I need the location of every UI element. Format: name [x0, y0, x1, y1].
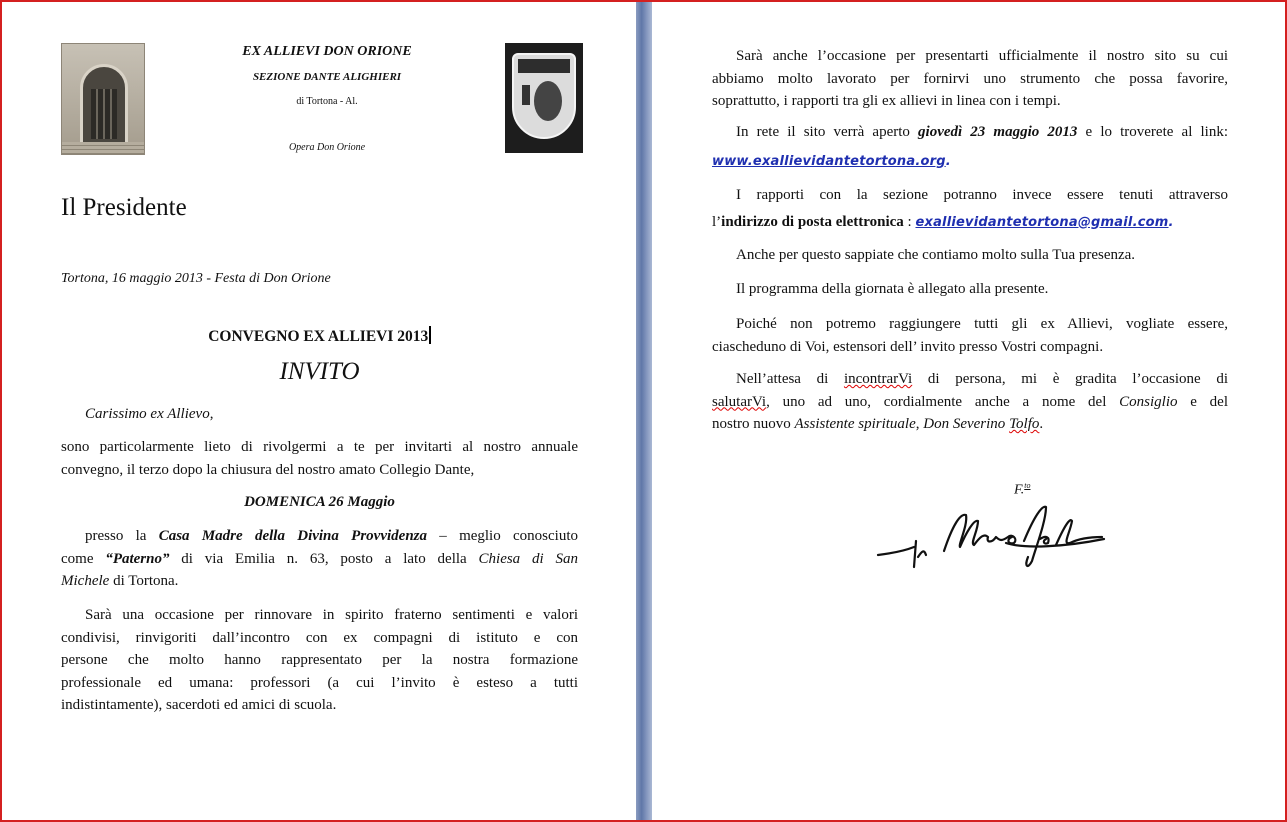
r1-line-2: abbiamo molto lavorato per fornirvi uno strumento che possa favorire, — [712, 70, 1228, 87]
right-paragraph-6 — [712, 313, 1228, 358]
r7-tolfo: Tolfo — [1009, 416, 1040, 432]
p2-line-1 — [61, 525, 578, 548]
p3-line-4: professionale ed umana: professori (a cui l’invito è esteso a tutti — [61, 674, 578, 691]
paragraph-1 — [61, 436, 578, 481]
p2-line-2 — [61, 548, 578, 571]
p3-line-2: condivisi, rinvigoriti dall’incontro con ex compagni di istituto e con — [61, 629, 578, 646]
r2-end: . — [945, 153, 951, 169]
right-paragraph-2 — [712, 121, 1228, 173]
p2-michele: Michele — [61, 573, 110, 589]
p2-a: presso la — [85, 528, 159, 544]
r7-m: . — [1039, 416, 1044, 432]
r7-line-2 — [712, 391, 1228, 414]
p2-d: come — [61, 550, 106, 567]
r7-line-3 — [712, 413, 1228, 436]
right-paragraph-7 — [712, 368, 1228, 436]
salutation-comma: , — [209, 406, 214, 422]
dateline: Tortona, 16 maggio 2013 - Festa di Don Orione — [61, 271, 331, 286]
salutation — [61, 403, 578, 426]
paragraph-3 — [61, 604, 578, 717]
p2-i: di Tortona. — [109, 573, 179, 589]
r6-line-1: Poiché non potremo raggiungere tutti gli ex Allievi, vogliate essere, — [736, 316, 1228, 332]
shield-emblem-icon — [505, 43, 583, 153]
r7-salutarvi: salutarVi — [712, 393, 767, 410]
r7-line-1 — [712, 368, 1228, 391]
p2-f: di via Emilia n. 63, posto a lato della — [169, 550, 479, 567]
fto-f: F. — [1014, 482, 1025, 498]
p1-line-1: sono particolarmente lieto di rivolgermi a te per invitarti al nostro annuale — [61, 439, 578, 455]
salutation-text: Carissimo ex Allievo — [85, 406, 210, 422]
p2-chiesa: Chiesa di San — [478, 550, 578, 567]
p1-line-2: convegno, il terzo dopo la chiusura del nostro amato Collegio Dante, — [61, 461, 475, 478]
r7-incontrarvi: incontrarVi — [843, 371, 913, 387]
org-name: EX ALLIEVI DON ORIONE — [242, 44, 412, 59]
right-paragraph-5 — [712, 278, 1228, 301]
page-title: Il Presidente — [61, 194, 187, 221]
r2-a: In rete il sito verrà aperto — [736, 124, 919, 140]
right-paragraph-3 — [712, 184, 1228, 234]
r1-line-1: Sarà anche l’occasione per presentarti ufficialmente il nostro sito su cui — [736, 48, 1228, 64]
p2-casa-madre: Casa Madre della Divina Provvidenza — [158, 528, 427, 544]
page-left — [2, 2, 636, 820]
org-location: di Tortona - Al. — [296, 96, 358, 107]
r6-line-2: ciascheduno di Voi, estensori dell’ invito presso Vostri compagni. — [712, 338, 1104, 355]
r7-assistente: Assistente spirituale — [794, 416, 916, 432]
event-date: DOMENICA 26 Maggio — [244, 494, 395, 510]
right-paragraph-4 — [712, 244, 1228, 267]
p3-line-5: indistintamente), sacerdoti ed amici di scuola. — [61, 697, 337, 713]
r3-end: . — [1168, 214, 1174, 230]
r5-line: Il programma della giornata è allegato alla presente. — [736, 281, 1049, 297]
page-gutter — [636, 2, 652, 820]
convention-heading — [61, 326, 578, 346]
r3-a: l’ — [712, 213, 722, 230]
r2-line-1 — [712, 121, 1228, 144]
r3-c: : — [903, 213, 916, 230]
r2-line-2 — [712, 150, 1228, 174]
p2-line-3 — [61, 570, 578, 593]
right-paragraph-1 — [712, 45, 1228, 113]
signature-prefix — [1014, 481, 1030, 499]
r2-c: e lo troverete al link: — [1077, 124, 1228, 140]
r3-line-1: I rapporti con la sezione potranno invece essere tenuti attraverso — [736, 187, 1228, 203]
r7-c: di persona, mi è gradita l’occasione di — [912, 371, 1228, 387]
r7-e: , uno ad uno, cordialmente anche a nome del — [766, 393, 1120, 410]
r4-line: Anche per questo sappiate che contiamo molto sulla Tua presenza. — [736, 247, 1136, 263]
r2-date: giovedì 23 maggio 2013 — [918, 124, 1078, 140]
invito-heading: INVITO — [279, 358, 360, 385]
doorway-photo-icon — [61, 43, 145, 155]
text-cursor — [429, 326, 431, 344]
fto-sup: to — [1024, 481, 1031, 490]
p2-c: – meglio conosciuto — [427, 528, 578, 544]
r7-j: , — [915, 416, 924, 432]
r3-email-label: indirizzo di posta elettronica — [721, 213, 904, 230]
r7-consiglio: Consiglio — [1119, 393, 1178, 410]
p2-paterno: “Paterno” — [105, 550, 170, 567]
r7-h: nostro nuovo — [712, 416, 795, 432]
website-link[interactable]: www.exallievidantetortona.org — [712, 153, 946, 169]
org-section: SEZIONE DANTE ALIGHIERI — [252, 71, 402, 83]
r7-don-severino: Don Severino — [923, 416, 1010, 432]
paragraph-2 — [61, 525, 578, 593]
page-right — [652, 2, 1285, 820]
email-link[interactable]: exallievidantetortona@gmail.com — [915, 214, 1169, 230]
p3-line-1: Sarà una occasione per rinnovare in spirito fraterno sentimenti e valori — [85, 607, 578, 623]
p3-line-3: persone che molto hanno rappresentato per la nostra formazione — [61, 652, 578, 668]
r1-line-3: soprattutto, i rapporti tra gli ex allievi in linea con i tempi. — [712, 93, 1061, 109]
convention-heading-text: CONVEGNO EX ALLIEVI 2013 — [208, 328, 429, 345]
handwritten-signature — [874, 497, 1114, 581]
org-opera: Opera Don Orione — [288, 142, 366, 153]
r7-g: e del — [1177, 393, 1228, 410]
r7-a: Nell’attesa di — [736, 371, 844, 387]
r3-line-2 — [712, 211, 1228, 235]
